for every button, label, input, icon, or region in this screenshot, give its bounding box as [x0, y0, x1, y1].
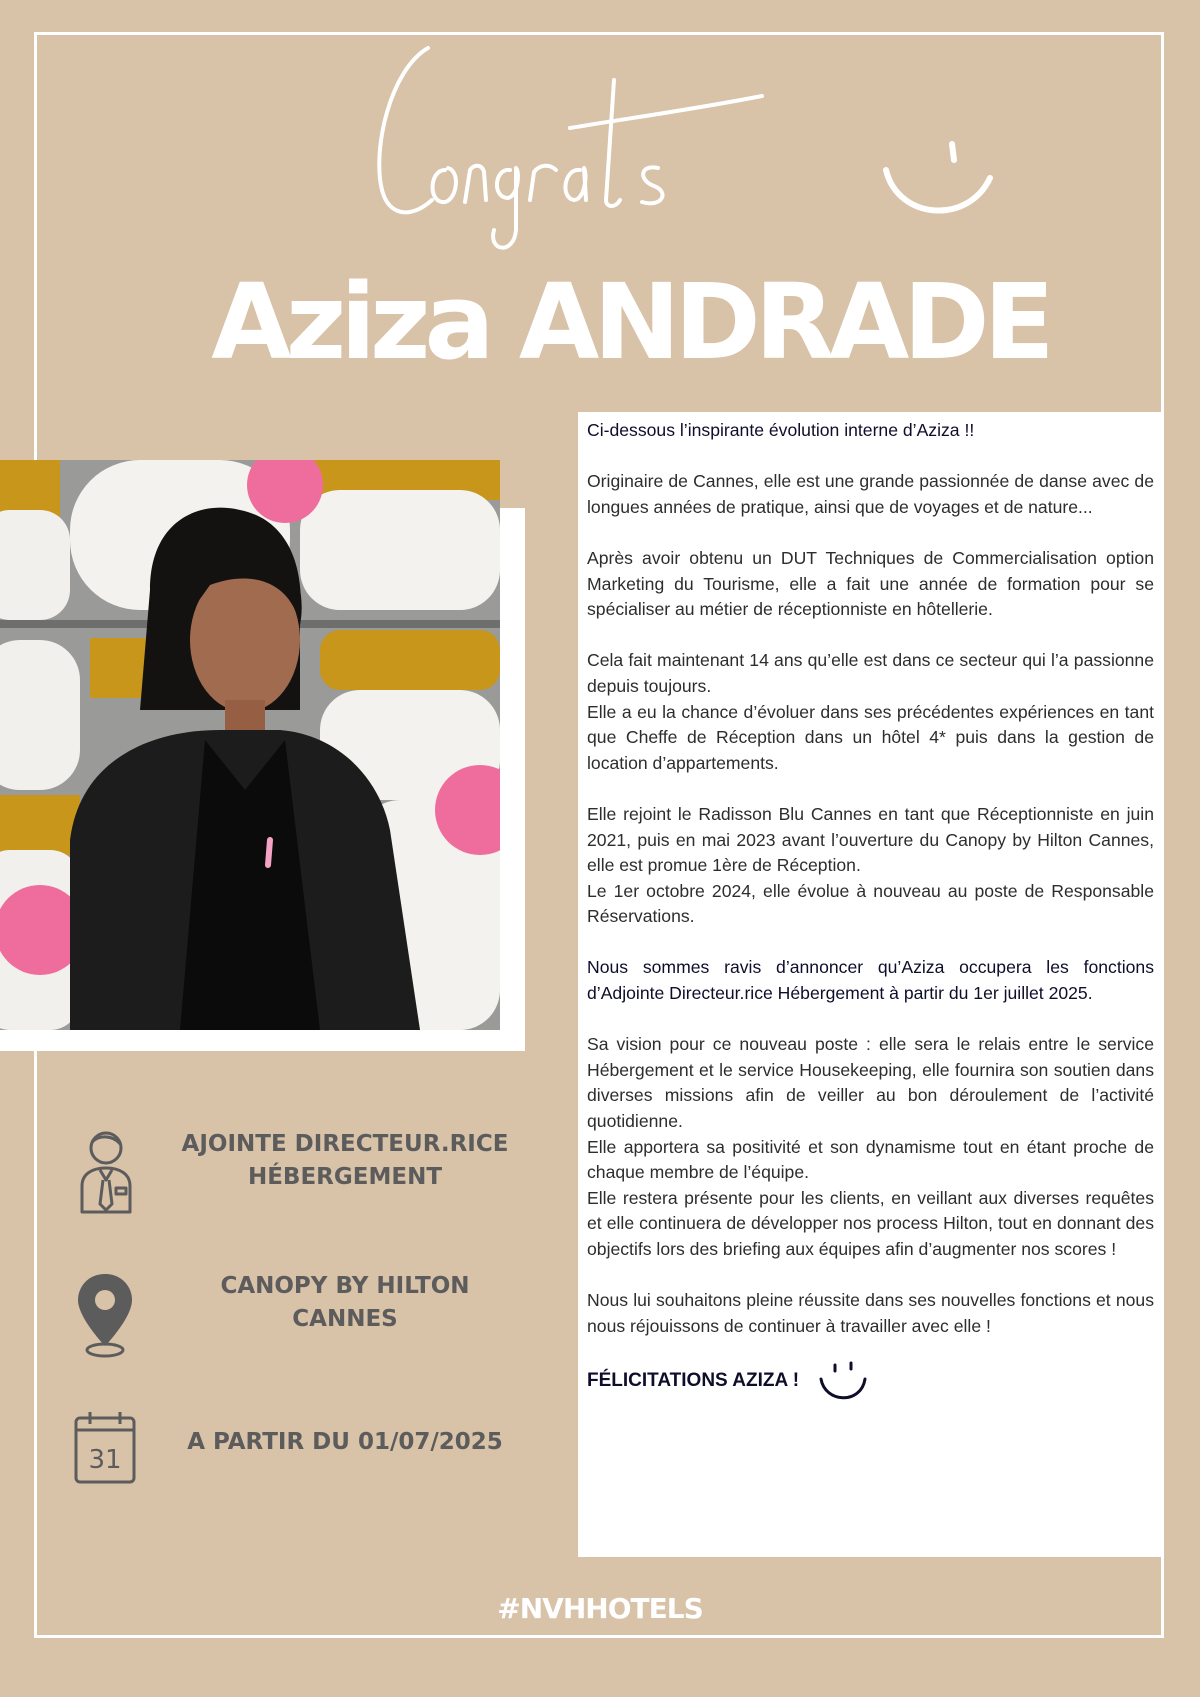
portrait-photo [0, 460, 500, 1030]
info-row-date [60, 1410, 530, 1510]
article-paragraph: Elle rejoint le Radisson Blu Cannes en tant que Réceptionniste en juin 2021, puis en mai 2023 avant l’ouverture du Canopy by Hilton Cannes, elle est promue 1ère de Réception. [587, 803, 1154, 876]
info-row-position [60, 1128, 530, 1228]
article-paragraph: Après avoir obtenu un DUT Techniques de Commercialisation option Marketing du Tourisme, elle a fait une année de formation pour se spécialiser au métier de réceptionniste en hôtellerie. [587, 547, 1154, 620]
article-intro: Ci-dessous l’inspirante évolution interne d’Aziza !! [587, 420, 975, 440]
info-row-location [60, 1270, 530, 1370]
article-announcement: Nous sommes ravis d’annoncer qu’Aziza occupera les fonctions d’Adjointe Directeur.rice Hébergement à partir du 1er juillet 2025. [587, 957, 1154, 1004]
info-date-text: A PARTIR DU 01/07/2025 [187, 1429, 503, 1455]
svg-text:31: 31 [88, 1445, 122, 1475]
calendar-icon [72, 1410, 142, 1500]
closing-line [587, 1359, 1154, 1403]
info-position-text: AJOINTE DIRECTEUR.RICE HÉBERGEMENT [181, 1131, 509, 1190]
employee-name: Aziza ANDRADE [211, 261, 1049, 383]
article-paragraph: Elle a eu la chance d’évoluer dans ses précédentes expériences en tant que Cheffe de Réception dans un hôtel 4* puis dans la gestion de location d’appartements. [587, 701, 1154, 773]
article-paragraph: Nous lui souhaitons pleine réussite dans ses nouvelles fonctions et nous nous réjouissons de continuer à travailler avec elle ! [587, 1290, 1154, 1336]
location-pin-icon [70, 1270, 140, 1360]
smiley-icon [878, 130, 998, 230]
article-paragraph: Elle apportera sa positivité et son dynamisme tout en étant proche de chaque membre de l’équipe. [587, 1136, 1154, 1183]
article-paragraph: Elle restera présente pour les clients, en veillant aux diverses requêtes et elle continuera de développer nos process Hilton, tout en donnant des objectifs lors des briefing aux équipes afin d’augmenter nos scores ! [587, 1187, 1154, 1259]
smiley-icon [815, 1359, 871, 1403]
article-paragraph: Cela fait maintenant 14 ans qu’elle est dans ce secteur qui l’a passionne depuis toujours. [587, 650, 1154, 696]
article-paragraph: Le 1er octobre 2024, elle évolue à nouveau au poste de Responsable Réservations. [587, 880, 1154, 927]
info-location-text: CANOPY BY HILTON CANNES [220, 1273, 470, 1332]
employee-icon [70, 1128, 140, 1218]
hashtag-footer: #NVHHOTELS [497, 1592, 703, 1625]
article-paragraph: Sa vision pour ce nouveau poste : elle sera le relais entre le service Hébergement et le service Housekeeping, elle fournira son soutien dans diverses missions afin de veiller au bon déroulement de l’activité quotidienne. [587, 1034, 1154, 1132]
article-text-box [578, 412, 1164, 1557]
congrats-script-title [370, 40, 830, 270]
closing-text: FÉLICITATIONS AZIZA ! [587, 1370, 800, 1392]
article-paragraph: Originaire de Cannes, elle est une grande passionnée de danse avec de longues années de pratique, ainsi que de voyages et de nature... [587, 471, 1154, 517]
